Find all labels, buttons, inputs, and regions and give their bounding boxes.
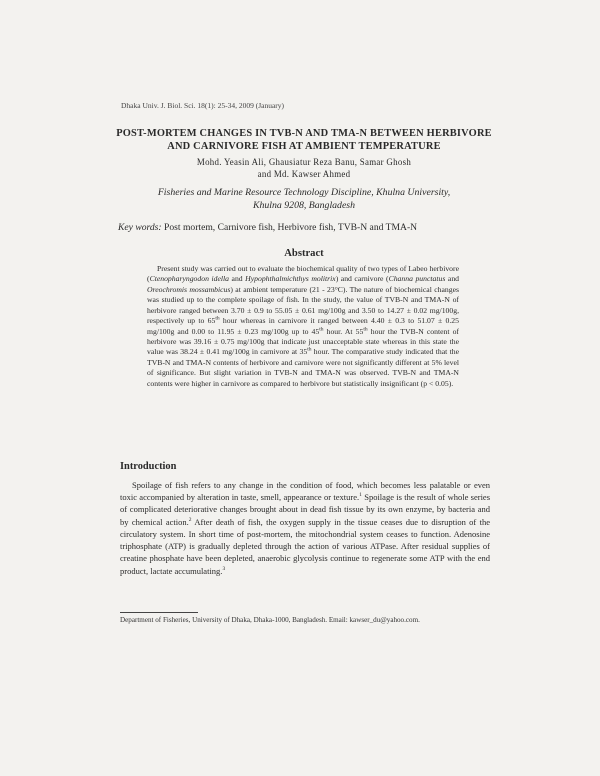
ordinal-suffix: th	[307, 346, 312, 353]
journal-reference: Dhaka Univ. J. Biol. Sci. 18(1): 25-34, 2009 (January)	[121, 101, 285, 110]
author-list	[110, 157, 498, 181]
intro-text: Spoilage of fish refers to any change in the condition of food, which becomes less palatable or even toxic accompanied by alteration in taste, smell, appearance or texture.	[120, 480, 490, 503]
abstract-text: ) at ambient temperature (21 - 23°C). The nature of biochemical changes was studied up to the complete spoilage of fish. In the study, the value of TVB-N and TMA-N of herbivore ranged between 3.70 ± 0.9 to 55.05 ± 0.61 mg/100g and 3.50 to 14.27 ± 0.02 mg/100g, respectively up to 65	[147, 284, 459, 326]
citation-marker: 3	[222, 565, 226, 572]
abstract-heading: Abstract	[284, 248, 324, 259]
keywords	[118, 222, 508, 233]
intro-text: Spoilage is the result of whole series of complicated deteriorative changes brought about in dead fish tissue by its own enzyme, by bacteria and by chemical action.	[120, 492, 491, 527]
author-line-2: and Md. Kawser Ahmed	[257, 168, 351, 179]
introduction-body	[120, 479, 490, 577]
species-name: Channa punctatus	[388, 274, 446, 284]
affiliation-line-2: Khulna 9208, Bangladesh	[252, 199, 356, 211]
abstract-text: and	[445, 274, 460, 284]
introduction-heading: Introduction	[120, 461, 177, 472]
affiliation	[110, 187, 498, 212]
abstract-text: hour the TVB-N content of herbivore was 39.16 ± 0.75 mg/100g that indicate just unacceptable state whereas in this state the value was 38.24 ± 0.41 mg/100g in carnivore at 35	[147, 326, 459, 357]
keywords-label: Key words:	[118, 222, 162, 233]
ordinal-suffix: th	[319, 325, 324, 332]
species-name: Hypophthalmichthys molitrix	[245, 274, 336, 284]
footnote: Department of Fisheries, University of Dhaka, Dhaka-1000, Bangladesh. Email: kawser_du@yahoo.com.	[120, 616, 420, 624]
abstract-text: and	[228, 274, 246, 284]
affiliation-line-1: Fisheries and Marine Resource Technology Discipline, Khulna University,	[157, 187, 451, 198]
intro-text: After death of fish, the oxygen supply in the tissue ceases due to disruption of the circulatory system. In short time of post-mortem, the mitochondrial system ceases to function. Adenosine triphosphate (ATP) is gradually depleted through the action of various ATPase. After residual supplies of creatine phosphate have been depleted, anaerobic glycolysis continue to regenerate some ATP with the end product, lactate accumulating.	[120, 516, 490, 576]
species-name: Ctenopharyngodon idella	[149, 274, 229, 284]
abstract-text: ) and carnivore (	[335, 274, 389, 284]
abstract-text: hour. The comparative study indicated that the TVB-N and TMA-N contents of herbivore and carnivore were not significantly different at 5% level of significance. But slight variation in TVB-N and TMA-N was observed. TVB-N and TMA-N contents were higher in carnivore as compared to herbivore but statistically insignificant (p < 0.05).	[147, 347, 459, 388]
ordinal-suffix: th	[215, 315, 220, 322]
author-line-1: Mohd. Yeasin Ali, Ghausiatur Reza Banu, Samar Ghosh	[196, 157, 412, 167]
species-name: Oreochromis mossambicus	[147, 284, 231, 294]
abstract-text: Present study was carried out to evaluate the biochemical quality of two types of Labeo herbivore (	[147, 264, 459, 284]
citation-marker: 2	[188, 516, 192, 523]
footnote-divider	[120, 612, 198, 613]
abstract-text: hour whereas in carnivore it ranged between 4.40 ± 0.3 to 51.07 ± 0.25 mg/100g and 0.00 to 11.95 ± 0.23 mg/100g up to 45	[147, 316, 459, 336]
citation-marker: 1	[359, 492, 362, 499]
abstract-body	[147, 264, 459, 389]
abstract-text: hour. At 55	[323, 326, 364, 336]
ordinal-suffix: th	[363, 325, 368, 332]
keywords-text: Post mortem, Carnivore fish, Herbivore fish, TVB-N and TMA-N	[164, 222, 418, 233]
paper-title: POST-MORTEM CHANGES IN TVB-N AND TMA-N BETWEEN HERBIVORE AND CARNIVORE FISH AT AMBIENT TEMPERATURE	[116, 128, 492, 152]
